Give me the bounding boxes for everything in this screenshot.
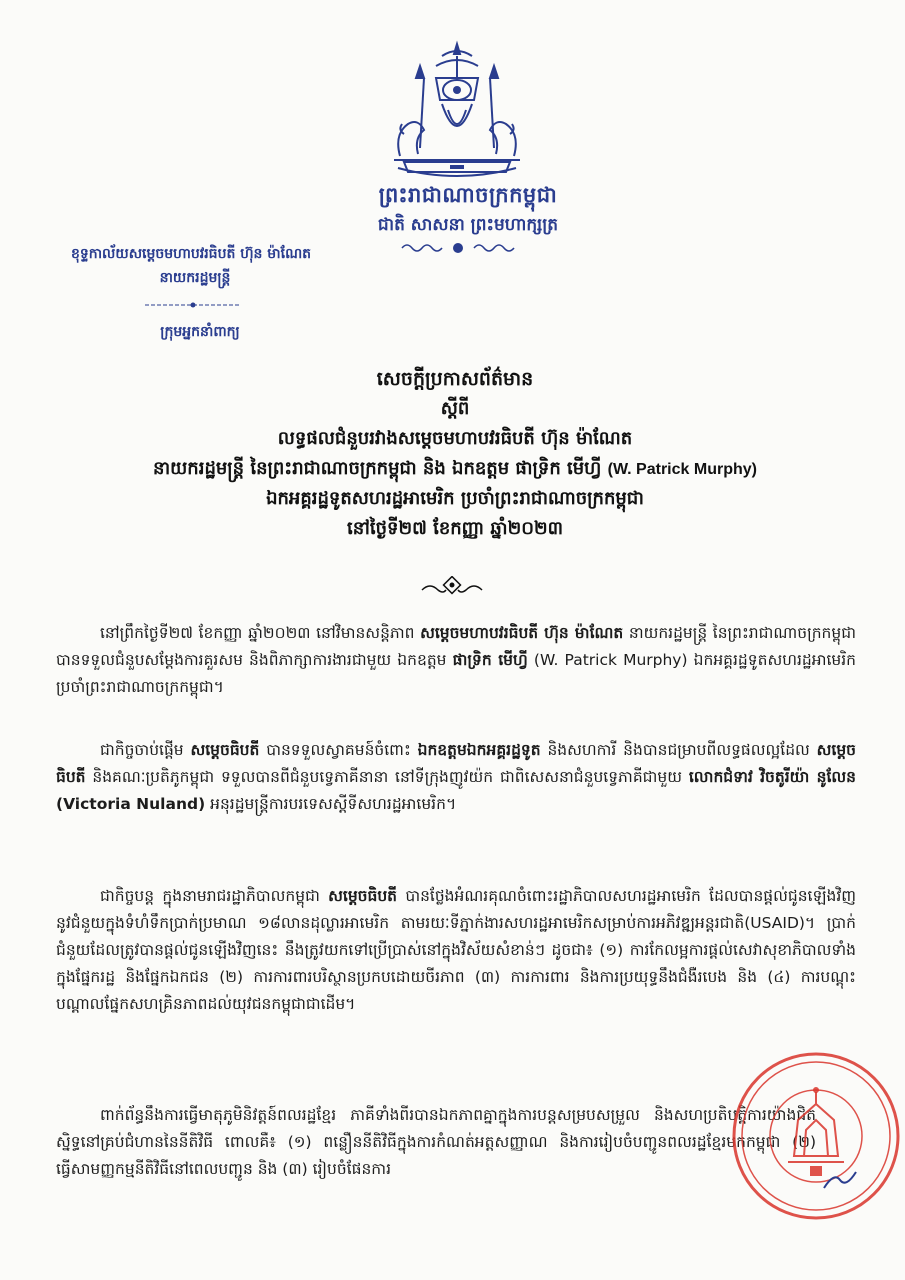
- divider-ornament: [143, 300, 243, 310]
- blue-handwritten-mark: [820, 1166, 860, 1194]
- prime-minister-title: នាយករដ្ឋមន្ត្រី: [159, 270, 231, 286]
- title-participants: [60, 454, 850, 484]
- paragraph-3: ជាកិច្ចបន្ត ក្នុងនាមរាជរដ្ឋាភិបាលកម្ពុជា សម្តេចធិបតី បានថ្លែងអំណរគុណចំពោះរដ្ឋាភិបាលសហរដ្ឋអាមេរិក ដែលបានផ្តល់ជូនឡើងវិញនូវជំនួយក្នុងទំហំទឹកប្រាក់ប្រមាណ ១៨លានដុល្លារអាមេរិក តាមរយៈទីភ្នាក់ងារសហរដ្ឋអាមេរិកសម្រាប់ការអភិវឌ្ឍអន្តរជាតិ(USAID)។ ប្រាក់ជំនួយដែលត្រូវបានផ្តល់ជូនឡើងវិញនេះ នឹងត្រូវយកទៅប្រើប្រាស់នៅក្នុងវិស័យសំខាន់ៗ ដូចជា៖ (១) ការកែលម្អការផ្តល់សេវាសុខាភិបាលទាំងក្នុងផ្នែករដ្ឋ និងផ្នែកឯកជន (២) ការការពារបរិស្ថានប្រកបដោយចីរភាព (៣) ការការពារ និងការប្រយុទ្ធនឹងជំងឺរបេង និង (៤) ការបណ្តុះបណ្តាលផ្នែកសហគ្រិនភាពដល់យុវជនកម្ពុជាជាដើម។: [56, 887, 856, 1013]
- royal-coat-of-arms-emblem: [384, 38, 530, 188]
- paragraph-1: នៅព្រឹកថ្ងៃទី២៧ ខែកញ្ញា ឆ្នាំ២០២៣ នៅវិមានសន្តិភាព សម្តេចមហាបវរធិបតី ហ៊ុន ម៉ាណែត នាយករដ្ឋមន្ត្រី នៃព្រះរាជាណាចក្រកម្ពុជា បានទទួលជំនួបសម្តែងការគួរសម និងពិភាក្សាការងារជាមួយ ឯកឧត្តម ផាទ្រិក មើហ្វី (W. Patrick Murphy) ឯកអគ្គរដ្ឋទូតសហរដ្ឋអាមេរិក ប្រចាំព្រះរាជាណាចក្រកម្ពុជា។: [56, 624, 856, 696]
- official-red-seal-stamp: [728, 1048, 904, 1224]
- paragraph-4: ពាក់ព័ន្ធនឹងការធ្វើមាតុភូមិនិវត្តន៍ពលរដ្ឋខ្មែរ ភាគីទាំងពីរបានឯកភាពគ្នាក្នុងការបន្តសម្របសម្រួល និងសហប្រតិបត្តិការយ៉ាងជិតស្និទ្ធនៅគ្រប់ជំហាននៃនីតិវិធី ពោលគឺ៖ (១) ពន្លឿននីតិវិធីក្នុងការកំណត់អត្តសញ្ញាណ និងការរៀបចំបញ្ជូនពលរដ្ឋខ្មែរមកកម្ពុជា (២) ធ្វើសាមញ្ញកម្មនីតិវិធីនៅពេលបញ្ជូន និង (៣) រៀបចំផែនការ: [56, 1106, 816, 1178]
- section-ornament-icon: [420, 576, 484, 600]
- title-date: នៅថ្ងៃទី២៧ ខែកញ្ញា ឆ្នាំ២០២៣: [347, 518, 563, 539]
- document-type-title: សេចក្តីប្រកាសព័ត៌មាន: [376, 368, 534, 390]
- press-release-title-block: [60, 364, 850, 544]
- title-participants-kh: នាយករដ្ឋមន្ត្រី នៃព្រះរាជាណាចក្រកម្ពុជា និង ឯកឧត្តម ផាទ្រិក មើហ្វី: [153, 458, 602, 479]
- decorative-ornament-icon: [398, 240, 518, 256]
- spokesperson-unit: ក្រុមអ្នកនាំពាក្យ: [160, 324, 240, 340]
- kingdom-name: ព្រះរាជាណាចក្រកម្ពុជា: [378, 182, 558, 207]
- title-ambassador-latin-name: (W. Patrick Murphy): [607, 461, 757, 478]
- national-motto: ជាតិ សាសនា ព្រះមហាក្សត្រ: [377, 215, 559, 235]
- paragraph-2: ជាកិច្ចចាប់ផ្តើម សម្តេចធិបតី បានទទួលស្វាគមន៍ចំពោះ ឯកឧត្តមឯកអគ្គរដ្ឋទូត និងសហការី និងបានជម្រាបពីលទ្ធផលល្អដែល សម្តេចធិបតី និងគណៈប្រតិភូកម្ពុជា ទទួលបានពីជំនួបទ្វេភាគីនានា នៅទីក្រុងញូវយ៉ក ជាពិសេសនាជំនួបទ្វេភាគីជាមួយ លោកជំទាវ វិចតូរីយ៉ា នូលែន (Victoria Nuland) អនុរដ្ឋមន្ត្រីការបរទេសស្តីទីសហរដ្ឋអាមេរិក។: [56, 741, 856, 813]
- title-about: ស្តីពី: [440, 398, 470, 419]
- title-ambassador-role: ឯកអគ្គរដ្ឋទូតសហរដ្ឋអាមេរិក ប្រចាំព្រះរាជាណាចក្រកម្ពុជា: [266, 488, 644, 509]
- title-meeting-result: លទ្ធផលជំនួបរវាងសម្តេចមហាបវរធិបតី ហ៊ុន ម៉ាណែត: [277, 428, 633, 449]
- cabinet-office-name: ខុទ្ទកាល័យសម្តេចមហាបវរធិបតី ហ៊ុន ម៉ាណែត: [70, 246, 312, 262]
